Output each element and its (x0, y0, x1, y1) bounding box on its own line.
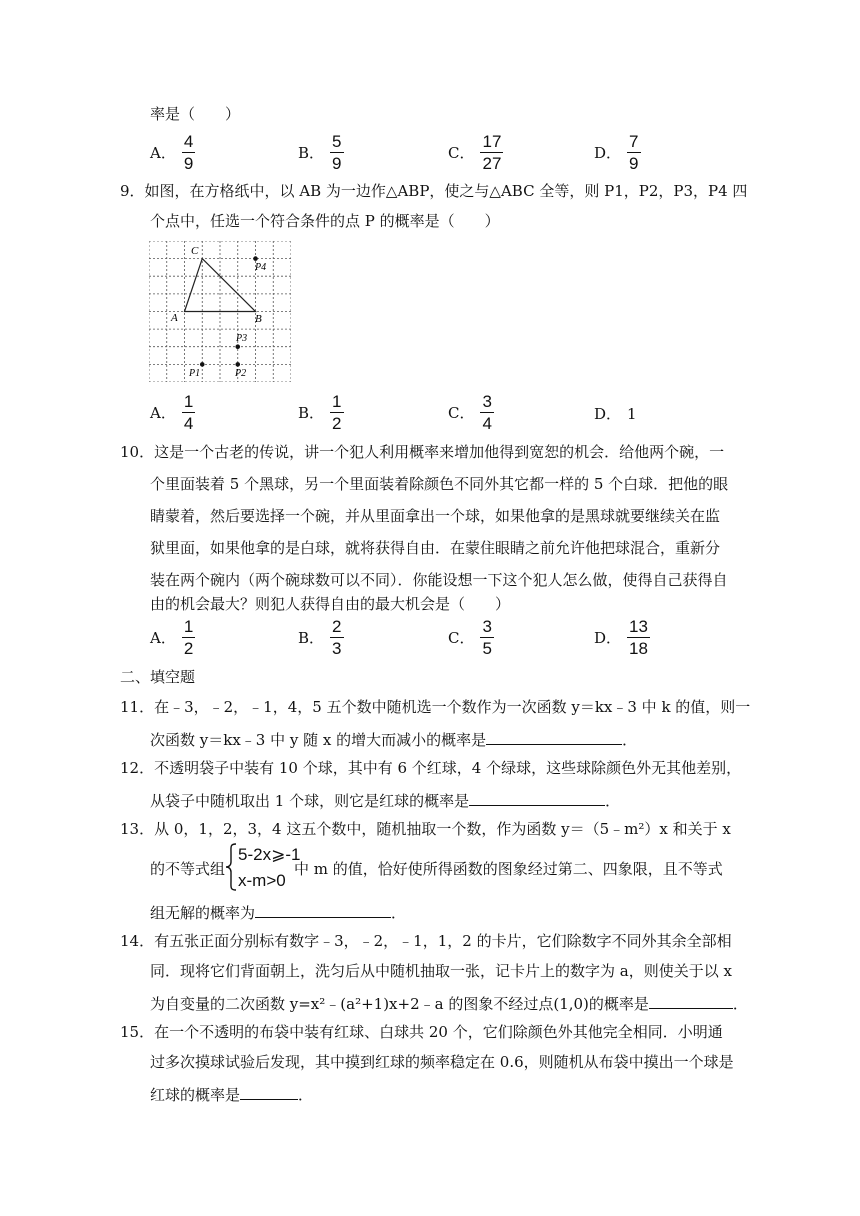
q13-line-1: 13．从 0，1，2，3，4 这五个数中，随机抽取一个数，作为函数 y＝（5﹣m²）x 和关于 x (120, 820, 731, 838)
q9-line-1: 9．如图，在方格纸中，以 AB 为一边作△ABP，使之与△ABC 全等，则 P1，P2，P3，P4 四 (120, 182, 748, 200)
label-p2: P2 (235, 368, 247, 379)
q14-text: 为自变量的二次函数 y=x²﹣(a²+1)x+2﹣a 的图象不经过点(1,0)的概率是 (150, 995, 649, 1013)
q9-option-a[interactable] (150, 393, 195, 432)
fraction: $\frac{17}{27}$ (482, 132, 502, 173)
option-label: B． (298, 629, 325, 647)
label-p3: P3 (236, 333, 248, 344)
q11-line-1: 11．在﹣3，﹣2，﹣1，4，5 五个数中随机选一个数作为一次函数 y＝kx﹣3 中 k 的值，则一 (120, 698, 751, 716)
option-label: D． (594, 405, 622, 423)
point-p3 (235, 344, 240, 349)
fraction: $\frac{3}{4}$ (482, 392, 492, 433)
q10-line-3: 睛蒙着，然后要选择一个碗，并从里面拿出一个球，如果他拿的是黑球就要继续关在监 (150, 507, 721, 525)
q11-answer-blank[interactable] (486, 730, 622, 745)
q10-option-a[interactable] (150, 618, 195, 657)
q12-line-2 (150, 791, 620, 809)
q8-option-c[interactable] (448, 133, 503, 172)
option-label: C． (448, 629, 475, 647)
q12-line-1: 12．不透明袋子中装有 10 个球，其中有 6 个红球，4 个绿球，这些球除颜色外无其他差别， (120, 759, 742, 777)
q13-inequality-2: x-m>0 (238, 871, 286, 890)
option-label: B． (298, 404, 325, 422)
label-c: C (191, 245, 199, 257)
label-a: A (171, 312, 178, 324)
fraction: $\frac{7}{9}$ (629, 132, 639, 173)
option-label: A． (150, 629, 176, 647)
q15-line-2: 过多次摸球试验后发现，其中摸到红球的频率稳定在 0.6，则随机从布袋中摸出一个球是 (150, 1053, 734, 1071)
q13-pre: 的不等式组 (150, 860, 226, 878)
q15-answer-blank[interactable] (240, 1085, 298, 1100)
q8-tail: 率是（ ） (150, 105, 241, 123)
q15-text: 红球的概率是 (150, 1086, 241, 1104)
q10-line-2: 个里面装着 5 个黑球，另一个里面装着除颜色不同外其它都一样的 5 个白球．把他的眼 (150, 475, 729, 493)
option-label: A． (150, 144, 176, 162)
brace-icon (225, 843, 237, 891)
q14-answer-blank[interactable] (649, 994, 733, 1009)
q10-line-1: 10．这是一个古老的传说，讲一个犯人利用概率来增加他得到宽恕的机会．给他两个碗，一 (120, 443, 725, 461)
q14-line-1: 14．有五张正面分别标有数字﹣3，﹣2，﹣1，1，2 的卡片，它们除数字不同外其余全部相 (120, 932, 732, 950)
label-p1: P1 (189, 368, 201, 379)
option-label: D． (594, 629, 622, 647)
point-p2 (235, 362, 240, 367)
q8-option-d[interactable] (594, 133, 641, 172)
q14-line-3 (150, 994, 748, 1012)
q9-option-d[interactable] (594, 403, 637, 424)
point-p1 (200, 362, 205, 367)
fraction: $\frac{4}{9}$ (183, 132, 194, 173)
q11-end: ． (622, 731, 638, 749)
q10-option-c[interactable] (448, 618, 494, 657)
q13-line-3 (150, 903, 406, 921)
option-label: A． (150, 404, 176, 422)
q10-option-d[interactable] (594, 618, 650, 657)
fraction: $\frac{5}{9}$ (332, 132, 342, 173)
q12-answer-blank[interactable] (469, 791, 605, 806)
q9-line-2: 个点中，任选一个符合条件的点 P 的概率是（ ） (150, 212, 500, 230)
q8-option-a[interactable] (150, 133, 195, 172)
q13-end: ． (391, 904, 407, 922)
label-p4: P4 (255, 262, 267, 273)
q11-text: 次函数 y＝kx﹣3 中 y 随 x 的增大而减小的概率是 (150, 731, 487, 749)
q10-option-b[interactable] (298, 618, 344, 657)
q15-line-1: 15．在一个不透明的布袋中装有红球、白球共 20 个，它们除颜色外其他完全相同．小明通 (120, 1023, 723, 1041)
option-label: C． (448, 404, 475, 422)
label-b: B (255, 313, 262, 325)
option-label: B． (298, 144, 325, 162)
q13-inequality-1: 5-2x⩾-1 (238, 845, 301, 864)
q10-line-4: 狱里面，如果他拿的是白球，就将获得自由．在蒙住眼睛之前允许他把球混合，重新分 (150, 539, 721, 557)
q14-line-2: 同．现将它们背面朝上，洗匀后从中随机抽取一张，记卡片上的数字为 a，则使关于以 x (150, 962, 732, 980)
q13-post: 中 m 的值，恰好使所得函数的图象经过第二、四象限，且不等式 (294, 860, 723, 878)
grid-figure (149, 241, 291, 382)
section-heading: 二、填空题 (120, 668, 196, 686)
q10-line-5: 装在两个碗内（两个碗球数可以不同）．你能设想一下这个犯人怎么做，使得自己获得自 (150, 571, 728, 589)
q9-option-c[interactable] (448, 393, 494, 432)
fraction: $\frac{1}{2}$ (183, 617, 194, 658)
q12-end: ． (605, 792, 621, 810)
fraction: $\frac{1}{2}$ (332, 392, 342, 433)
option-label: D． (594, 144, 622, 162)
option-value: 1 (627, 404, 637, 423)
fraction: $\frac{3}{5}$ (482, 617, 492, 658)
q12-text: 从袋子中随机取出 1 个球，则它是红球的概率是 (150, 792, 470, 810)
q15-end: ． (298, 1086, 314, 1104)
q10-line-6: 由的机会最大？则犯人获得自由的最大机会是（ ） (150, 595, 511, 613)
option-label: C． (448, 144, 475, 162)
q15-line-3 (150, 1085, 313, 1103)
q11-line-2 (150, 730, 637, 748)
q14-end: ． (732, 995, 748, 1013)
q8-option-b[interactable] (298, 133, 344, 172)
q13-text: 组无解的概率为 (150, 904, 256, 922)
q13-answer-blank[interactable] (255, 903, 391, 918)
fraction: $\frac{13}{18}$ (629, 617, 648, 658)
fraction: $\frac{1}{4}$ (183, 392, 194, 433)
point-p4 (253, 256, 258, 261)
fraction: $\frac{2}{3}$ (332, 617, 342, 658)
q9-option-b[interactable] (298, 393, 344, 432)
